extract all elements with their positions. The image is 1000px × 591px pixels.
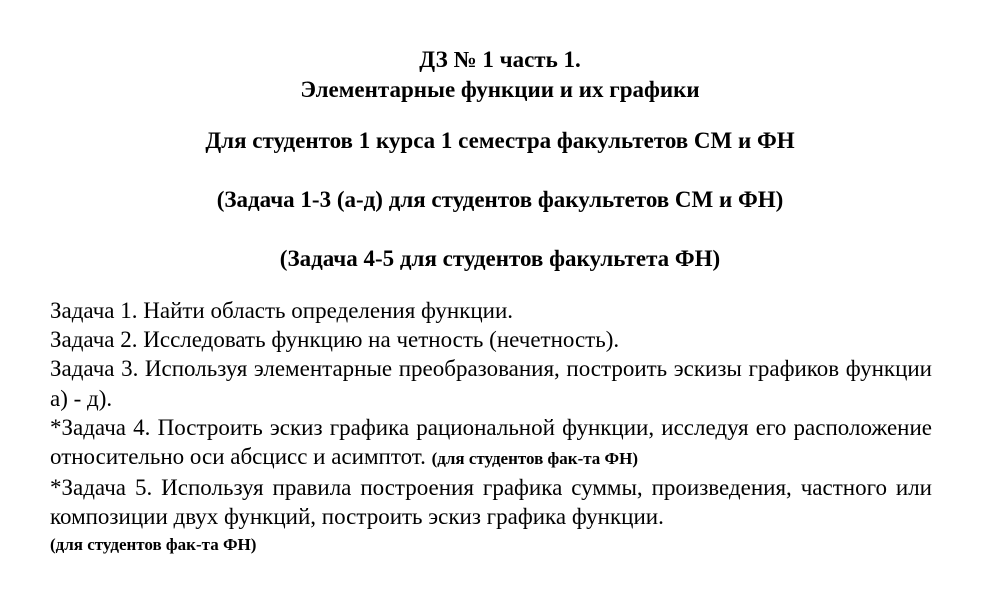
task-4	[50, 413, 932, 473]
task-2: Задача 2. Исследовать функцию на четность (нечетность).	[50, 327, 620, 353]
task-5-text: *Задача 5. Используя правила построения графика суммы, произведения, частного или композиции двух функций, построить эскиз графика функции.	[50, 475, 932, 530]
scope-note-1: (Задача 1-3 (а-д) для студентов факультетов СМ и ФН)	[216, 187, 784, 212]
task-list	[50, 296, 932, 558]
scope-note-2: (Задача 4-5 для студентов факультета ФН)	[279, 246, 721, 271]
task-3: Задача 3. Используя элементарные преобразования, построить эскизы графиков функции а) - д).	[50, 356, 932, 411]
audience-line: Для студентов 1 курса 1 семестра факультетов СМ и ФН	[205, 128, 795, 153]
task-5	[50, 473, 932, 557]
task-5-note: (для студентов фак-та ФН)	[50, 534, 257, 554]
task-4-note: (для студентов фак-та ФН)	[431, 449, 639, 469]
document-title: ДЗ № 1 часть 1.	[419, 47, 581, 72]
document-subtitle: Элементарные функции и их графики	[300, 77, 700, 102]
task-1: Задача 1. Найти область определения функции.	[50, 298, 514, 323]
task-4-text: *Задача 4. Построить эскиз графика рациональной функции, исследуя его расположение относительно оси абсцисс и асимптот.	[50, 414, 932, 470]
